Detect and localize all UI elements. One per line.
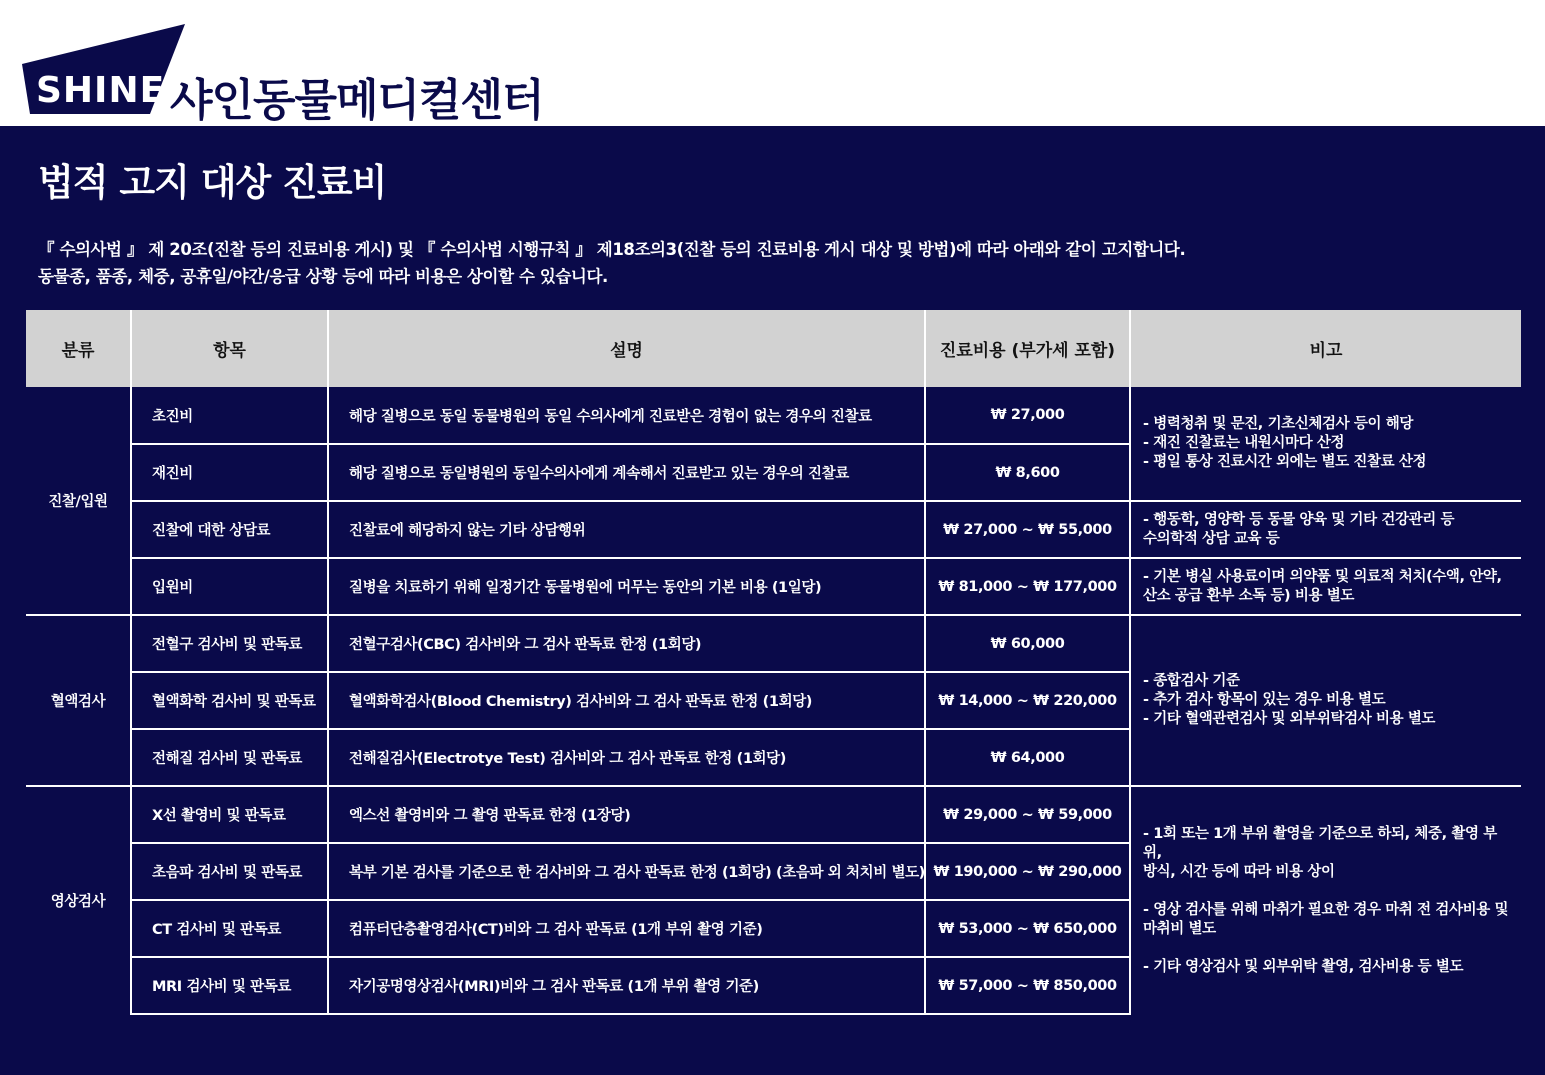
description-cell: 전해질검사(Electrotye Test) 검사비와 그 검사 판독료 한정 (1회당) <box>328 729 925 786</box>
legal-notice <box>38 236 1185 290</box>
price-cell: ₩ 14,000 ~ ₩ 220,000 <box>925 672 1130 729</box>
item-cell: 입원비 <box>131 558 328 615</box>
description-cell: 해당 질병으로 동일병원의 동일수의사에게 계속해서 진료받고 있는 경우의 진찰료 <box>328 444 925 501</box>
table-row <box>26 387 1521 444</box>
remark-line: 수의학적 상담 교육 등 <box>1143 530 1280 547</box>
remark-spacer <box>1143 939 1509 958</box>
price-cell: ₩ 29,000 ~ ₩ 59,000 <box>925 786 1130 843</box>
price-cell: ₩ 60,000 <box>925 615 1130 672</box>
remark-line: - 재진 진찰료는 내원시마다 산정 <box>1143 435 1345 451</box>
price-cell: ₩ 64,000 <box>925 729 1130 786</box>
item-cell: CT 검사비 및 판독료 <box>131 900 328 957</box>
remark-spacer <box>1143 882 1509 901</box>
description-cell: 혈액화학검사(Blood Chemistry) 검사비와 그 검사 판독료 한정 (1회당) <box>328 672 925 729</box>
remarks-cell <box>1130 615 1521 786</box>
item-cell: 재진비 <box>131 444 328 501</box>
description-cell: 복부 기본 검사를 기준으로 한 검사비와 그 검사 판독료 한정 (1회당) (초음파 외 처치비 별도) <box>328 843 925 900</box>
remark-line: 마취비 별도 <box>1143 920 1216 937</box>
remark-line: - 기타 혈액관련검사 및 외부위탁검사 비용 별도 <box>1143 711 1436 727</box>
description-cell: 해당 질병으로 동일 동물병원의 동일 수의사에게 진료받은 경험이 없는 경우의 진찰료 <box>328 387 925 444</box>
item-cell: 전해질 검사비 및 판독료 <box>131 729 328 786</box>
table-header-row <box>26 310 1521 387</box>
item-cell: X선 촬영비 및 판독료 <box>131 786 328 843</box>
table-row <box>26 501 1521 558</box>
price-cell: ₩ 190,000 ~ ₩ 290,000 <box>925 843 1130 900</box>
item-cell: 초음파 검사비 및 판독료 <box>131 843 328 900</box>
header-remarks: 비고 <box>1130 310 1521 387</box>
remark-line: - 종합검사 기준 <box>1143 673 1240 689</box>
notice-line-2: 동물종, 품종, 체중, 공휴일/야간/응급 상황 등에 따라 비용은 상이할 수 있습니다. <box>38 267 608 286</box>
remarks-cell <box>1130 501 1521 558</box>
remark-line: - 평일 통상 진료시간 외에는 별도 진찰료 산정 <box>1143 454 1427 470</box>
price-cell: ₩ 27,000 <box>925 387 1130 444</box>
header-category: 분류 <box>26 310 131 387</box>
header-item: 항목 <box>131 310 328 387</box>
table-row <box>26 786 1521 843</box>
category-cell: 영상검사 <box>26 786 131 1014</box>
description-cell: 질병을 치료하기 위해 일정기간 동물병원에 머무는 동안의 기본 비용 (1일당) <box>328 558 925 615</box>
page-title: 법적 고지 대상 진료비 <box>38 161 387 204</box>
table-row <box>26 558 1521 615</box>
price-cell: ₩ 57,000 ~ ₩ 850,000 <box>925 957 1130 1014</box>
remark-line: - 기본 병실 사용료이며 의약품 및 의료적 처치(수액, 안약, <box>1143 568 1502 585</box>
notice-line-1: 『 수의사법 』 제 20조(진찰 등의 진료비용 게시) 및 『 수의사법 시행규칙 』 제18조의3(진찰 등의 진료비용 게시 대상 및 방법)에 따라 아래와 같이 고지합니다. <box>38 240 1186 259</box>
item-cell: MRI 검사비 및 판독료 <box>131 957 328 1014</box>
fee-table <box>26 310 1521 1015</box>
price-cell: ₩ 81,000 ~ ₩ 177,000 <box>925 558 1130 615</box>
remark-line: 산소 공급 환부 소독 등) 비용 별도 <box>1143 587 1355 604</box>
description-cell: 자기공명영상검사(MRI)비와 그 검사 판독료 (1개 부위 촬영 기준) <box>328 957 925 1014</box>
remarks-cell <box>1130 786 1521 1014</box>
price-cell: ₩ 8,600 <box>925 444 1130 501</box>
category-cell: 진찰/입원 <box>48 494 108 510</box>
item-cell: 전혈구 검사비 및 판독료 <box>131 615 328 672</box>
description-cell: 진찰료에 해당하지 않는 기타 상담행위 <box>328 501 925 558</box>
remark-line: - 행동학, 영양학 등 동물 양육 및 기타 건강관리 등 <box>1143 511 1455 528</box>
remark-line: - 기타 영상검사 및 외부위탁 촬영, 검사비용 등 별도 <box>1143 958 1464 975</box>
price-cell: ₩ 27,000 ~ ₩ 55,000 <box>925 501 1130 558</box>
item-cell: 혈액화학 검사비 및 판독료 <box>131 672 328 729</box>
description-cell: 엑스선 촬영비와 그 촬영 판독료 한정 (1장당) <box>328 786 925 843</box>
item-cell: 초진비 <box>131 387 328 444</box>
remarks-cell <box>1130 558 1521 615</box>
remark-line: - 추가 검사 항목이 있는 경우 비용 별도 <box>1143 692 1386 708</box>
brand-name: 샤인동물메디컬센터 <box>170 75 544 126</box>
description-cell: 전혈구검사(CBC) 검사비와 그 검사 판독료 한정 (1회당) <box>328 615 925 672</box>
price-cell: ₩ 53,000 ~ ₩ 650,000 <box>925 900 1130 957</box>
remark-line: - 병력청취 및 문진, 기초신체검사 등이 해당 <box>1143 416 1413 432</box>
category-cell: 혈액검사 <box>26 615 131 786</box>
remarks-cell <box>1130 387 1521 501</box>
remark-line: - 영상 검사를 위해 마취가 필요한 경우 마취 전 검사비용 및 <box>1143 901 1509 918</box>
table-row <box>26 615 1521 672</box>
description-cell: 컴퓨터단층촬영검사(CT)비와 그 검사 판독료 (1개 부위 촬영 기준) <box>328 900 925 957</box>
header-description: 설명 <box>328 310 925 387</box>
remark-line: 방식, 시간 등에 따라 비용 상이 <box>1143 863 1335 880</box>
logo-text: SHINE <box>36 70 166 111</box>
header <box>0 0 1545 126</box>
header-price: 진료비용 (부가세 포함) <box>925 310 1130 387</box>
remark-line: - 1회 또는 1개 부위 촬영을 기준으로 하되, 체중, 촬영 부위, <box>1143 825 1497 861</box>
item-cell: 진찰에 대한 상담료 <box>131 501 328 558</box>
